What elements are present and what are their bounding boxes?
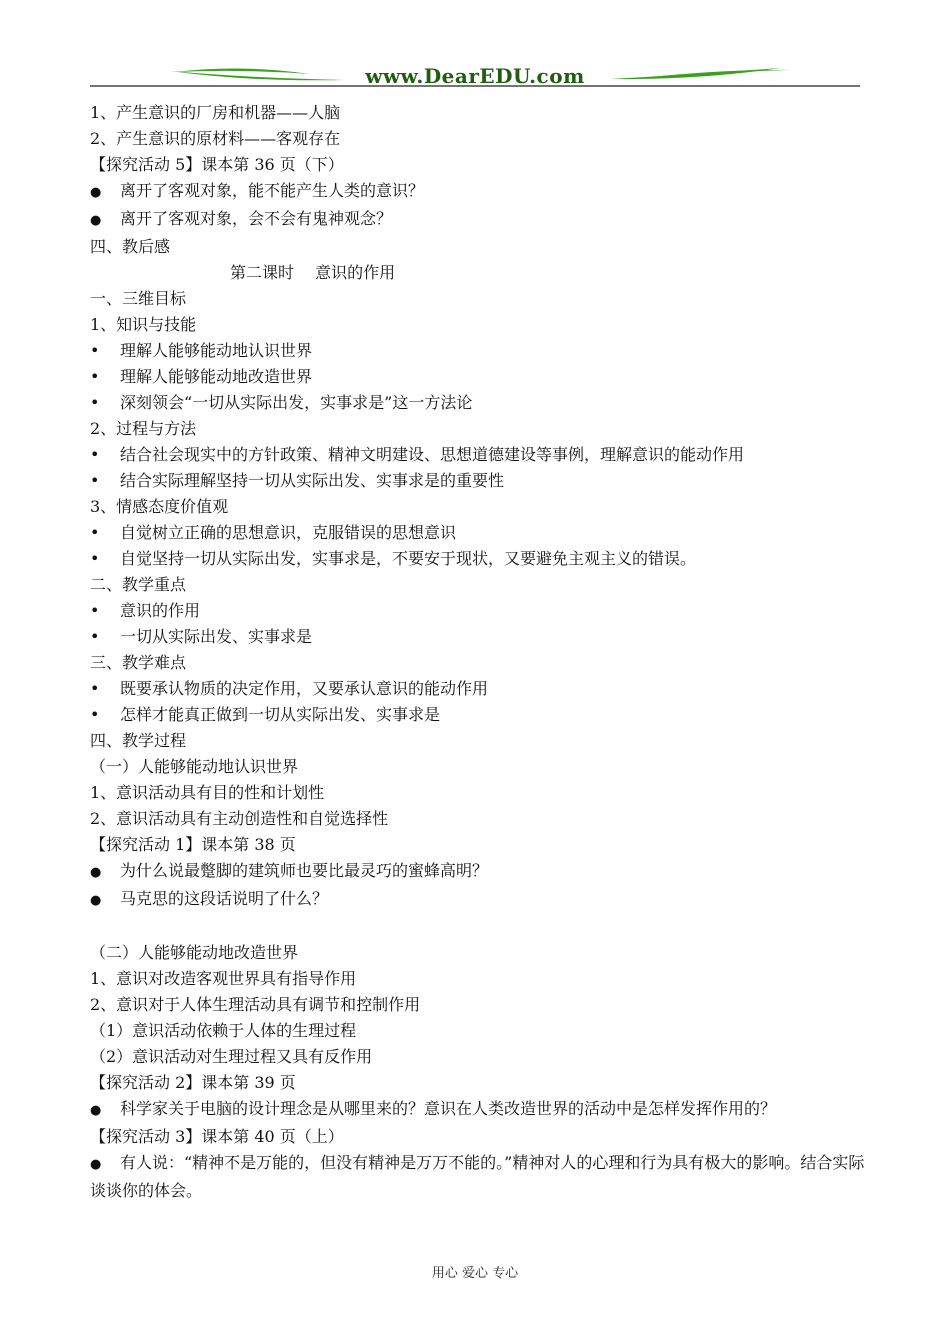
paragraph-line: 1、意识对改造客观世界具有指导作用 [90,969,357,988]
question-item: ● 离开了客观对象，能不能产生人类的意识？ [90,178,865,206]
paragraph-line: （2）意识活动对生理过程又具有反作用 [90,1047,373,1066]
paragraph-line: 一、三维目标 [90,289,187,308]
bullet-item: • 结合实际理解坚持一切从实际出发、实事求是的重要性 [90,468,865,494]
page-header [90,60,860,90]
paragraph-line: 2、过程与方法 [90,419,197,438]
page-footer: 用心 爱心 专心 [431,1266,519,1281]
paragraph-line: 3、情感态度价值观 [90,497,229,516]
paragraph-line: 1、意识活动具有目的性和计划性 [90,783,325,802]
paragraph-line: 2、产生意识的原材料——客观存在 [90,129,341,148]
bullet-item: • 一切从实际出发、实事求是 [90,624,865,650]
bullet-item: • 自觉树立正确的思想意识，克服错误的思想意识 [90,520,865,546]
paragraph-line: 2、意识活动具有主动创造性和自觉选择性 [90,809,389,828]
paragraph-line: 【探究活动 1】课本第 38 页 [90,835,296,854]
question-item: ● 为什么说最蹩脚的建筑师也要比最灵巧的蜜蜂高明？ [90,858,865,886]
bullet-item: • 深刻领会“一切从实际出发，实事求是”这一方法论 [90,390,865,416]
blank-line [90,914,865,940]
paragraph-line: 【探究活动 3】课本第 40 页（上） [90,1127,344,1146]
section-title: 第二课时 意识的作用 [230,263,396,282]
bullet-item: • 自觉坚持一切从实际出发，实事求是，不要安于现状，又要避免主观主义的错误。 [90,546,865,572]
bullet-item: • 既要承认物质的决定作用，又要承认意识的能动作用 [90,676,865,702]
paragraph-line: 【探究活动 2】课本第 39 页 [90,1073,296,1092]
paragraph-line: 四、教学过程 [90,731,187,750]
document-body [90,100,865,1204]
bullet-item: • 理解人能够能动地改造世界 [90,364,865,390]
bullet-item: • 结合社会现实中的方针政策、精神文明建设、思想道德建设等事例，理解意识的能动作用 [90,442,865,468]
question-item: ● 有人说：“精神不是万能的，但没有精神是万万不能的。”精神对人的心理和行为具有极大的影响。结合实际谈谈你的体会。 [90,1150,865,1204]
paragraph-line: 2、意识对于人体生理活动具有调节和控制作用 [90,995,421,1014]
paragraph-line: （一）人能够能动地认识世界 [90,757,299,776]
paragraph-line: （1）意识活动依赖于人体的生理过程 [90,1021,357,1040]
bullet-item: • 怎样才能真正做到一切从实际出发、实事求是 [90,702,865,728]
paragraph-line: （二）人能够能动地改造世界 [90,943,299,962]
question-item: ● 科学家关于电脑的设计理念是从哪里来的？意识在人类改造世界的活动中是怎样发挥作用的？ [90,1096,865,1124]
paragraph-line: 三、教学难点 [90,653,187,672]
bullet-item: • 意识的作用 [90,598,865,624]
paragraph-line: 1、产生意识的厂房和机器——人脑 [90,103,341,122]
logo-text: www.DearEDU.com [365,64,585,88]
paragraph-line: 【探究活动 5】课本第 36 页（下） [90,155,344,174]
question-item: ● 离开了客观对象，会不会有鬼神观念？ [90,206,865,234]
paragraph-line: 四、教后感 [90,237,171,256]
bullet-item: • 理解人能够能动地认识世界 [90,338,865,364]
question-item: ● 马克思的这段话说明了什么？ [90,886,865,914]
paragraph-line: 二、教学重点 [90,575,187,594]
paragraph-line: 1、知识与技能 [90,315,197,334]
